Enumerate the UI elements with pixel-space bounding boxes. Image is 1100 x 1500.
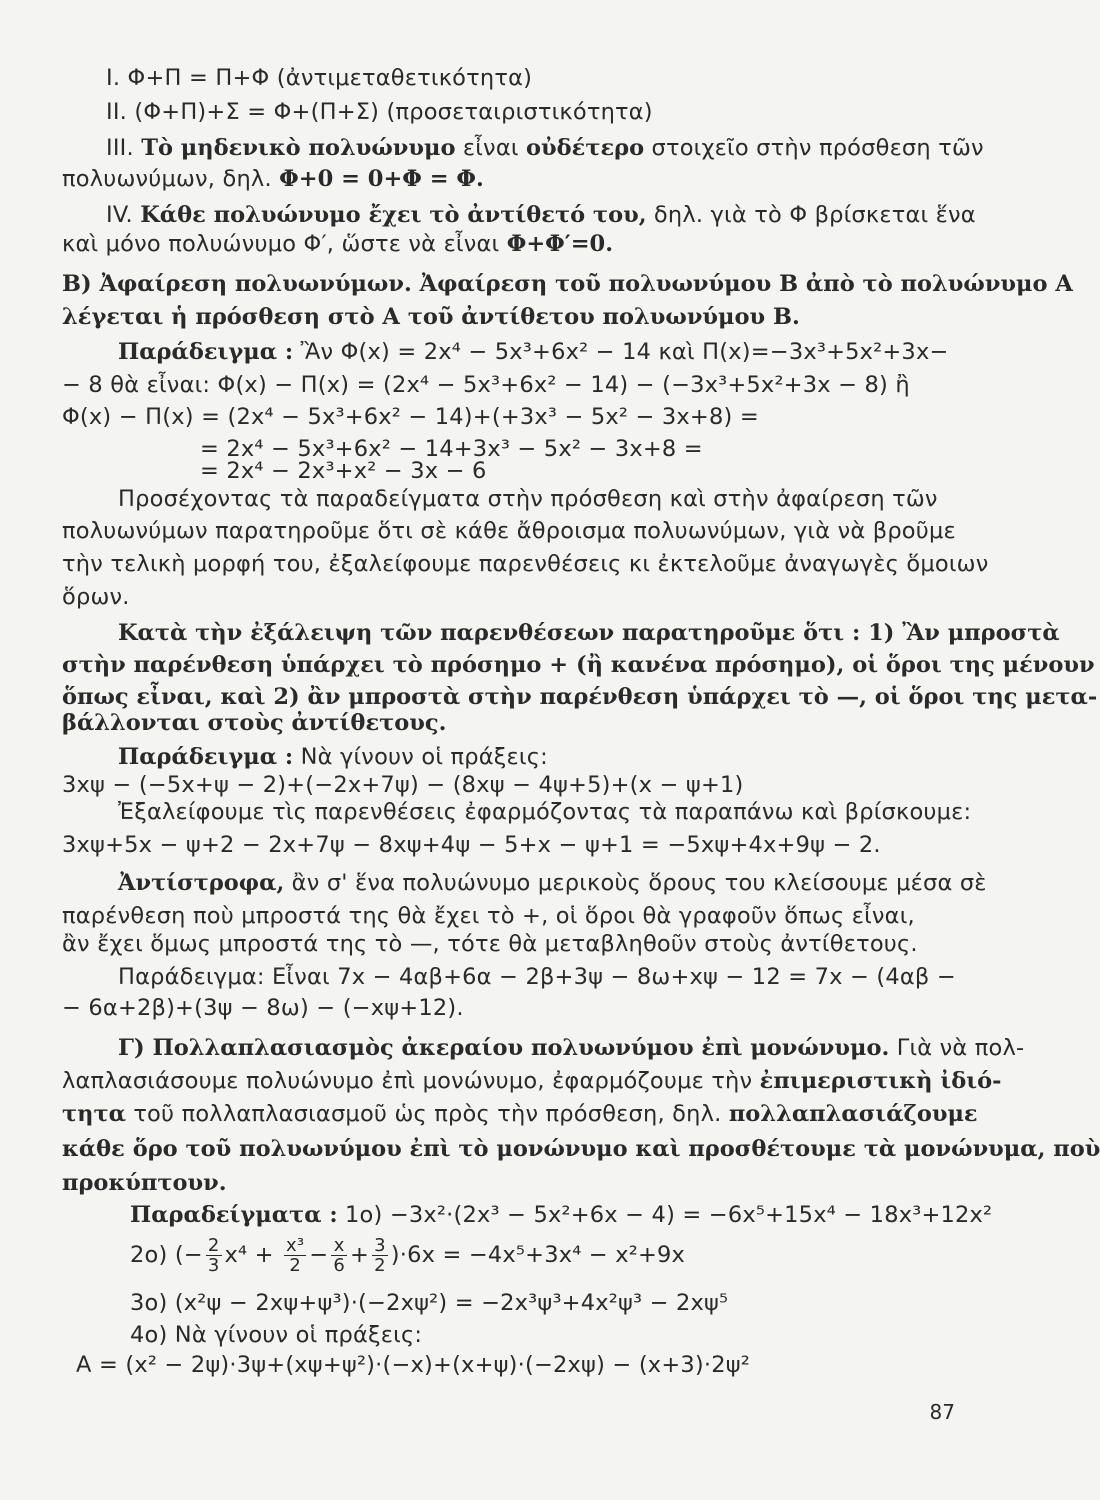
section-c-heading [118, 1033, 1025, 1063]
text: IV. [106, 202, 133, 228]
bold-text: οὐδέτερο [526, 135, 645, 161]
examples-4 [130, 1320, 1030, 1350]
example-parentheses-expression [62, 770, 962, 800]
examples-4-expression [76, 1350, 976, 1380]
denominator: 3 [207, 1255, 220, 1276]
math-text: − 6α+2β)+(3ψ − 8ω) − (−xψ+12). [62, 995, 464, 1021]
bold-text: Τὸ μηδενικὸ πολυώνυμο [141, 135, 456, 161]
text: 4ο) Νὰ γίνουν οἱ πράξεις: [130, 1322, 423, 1348]
math-text: 1ο) −3x²·(2x³ − 5x²+6x − 4) = −6x⁵+15x⁴ − 18x³+12x² [345, 1202, 993, 1228]
section-c-line-2 [62, 1066, 1002, 1096]
example-subtraction-2 [62, 370, 962, 400]
numerator: 2 [207, 1235, 220, 1256]
property-neutral-cont [62, 164, 962, 194]
bold-text: βάλλονται στοὺς ἀντίθετους. [62, 710, 447, 736]
bold-text: πολλαπλασιάζουμε [728, 1101, 978, 1127]
paragraph-observation-2 [62, 516, 962, 546]
bold-text: Φ+0 = 0+Φ = Φ. [279, 166, 484, 192]
text: Προσέχοντας τὰ παραδείγματα στὴν πρόσθεση καὶ στὴν ἀφαίρεση τῶν [118, 486, 938, 512]
bold-text: Φ+Φ′=0. [506, 231, 614, 257]
rule-parentheses-4 [62, 708, 962, 738]
bold-text: τητα [62, 1101, 126, 1127]
paragraph-inverse-example-2 [62, 993, 962, 1023]
example-subtraction-3 [62, 402, 962, 432]
fraction-3-2 [372, 1236, 388, 1275]
examples-2 [130, 1235, 1030, 1275]
paragraph-inverse-2 [62, 901, 962, 931]
math-text: 3xψ − (−5x+ψ − 2)+(−2x+7ψ) − (8xψ − 4ψ+5)+(x − ψ+1) [62, 772, 744, 798]
example-parentheses-result [62, 830, 962, 860]
bold-text: Κατὰ τὴν ἐξάλειψη τῶν παρενθέσεων παρατηροῦμε ὅτι : 1) Ἂν μπροστὰ [118, 620, 1060, 646]
text: Νὰ γίνουν οἱ πράξεις: [300, 744, 548, 770]
text: λαπλασιάσουμε πολυώνυμο ἐπὶ μονώνυμο, ἐφαρμόζουμε τὴν [62, 1068, 753, 1094]
math-text: (− [174, 1242, 203, 1268]
section-b-definition [62, 302, 962, 332]
math-text: = 2x⁴ − 5x³+6x² − 14+3x³ − 5x² − 3x+8 = [200, 436, 703, 462]
numerator: 3 [374, 1235, 386, 1256]
text: II. (Φ+Π)+Σ = Φ+(Π+Σ) (προσεταιριστικότητα) [106, 99, 653, 125]
fraction-x3-2 [284, 1236, 306, 1275]
math-text: + [350, 1242, 370, 1268]
math-text: x⁴ + [224, 1242, 274, 1268]
text: καὶ μόνο πολυώνυμο Φ′, ὥστε νὰ εἶναι [62, 231, 500, 257]
bold-text: στὴν παρένθεση ὑπάρχει τὸ πρόσημο + (ἢ κανένα πρόσημο), οἱ ὅροι της μένουν [62, 652, 1095, 678]
math-text: − 8 θὰ εἶναι: Φ(x) − Π(x) = (2x⁴ − 5x³+6x² − 14) − (−3x³+5x²+3x − 8) ἢ [62, 372, 910, 398]
section-c-line-3 [62, 1099, 978, 1129]
bold-text: κάθε ὅρο τοῦ πολυωνύμου ἐπὶ τὸ μονώνυμο καὶ προσθέτουμε τὰ μονώνυμα, ποὺ [62, 1136, 1100, 1162]
text: ἂν ἔχει ὅμως μπροστά της τὸ —, τότε θὰ μεταβληθοῦν στοὺς ἀντίθετους. [62, 931, 918, 957]
fraction-x-6 [331, 1236, 347, 1275]
bold-text: ὅπως εἶναι, καὶ 2) ἂν μπροστὰ στὴν παρένθεση ὑπάρχει τὸ —, οἱ ὅροι της μετα- [62, 684, 1098, 710]
paragraph-observation-4 [62, 582, 962, 612]
text: ἂν σ' ἕνα πολυώνυμο μερικοὺς ὅρους του κλείσουμε μέσα σὲ [291, 870, 987, 896]
math-text: = 2x⁴ − 2x³+x² − 3x − 6 [200, 458, 487, 484]
text: πολυωνύμων παρατηροῦμε ὅτι σὲ κάθε ἄθροισμα πολυωνύμων, γιὰ νὰ βροῦμε [62, 518, 956, 544]
denominator: 2 [289, 1255, 301, 1276]
fraction-2-3 [206, 1236, 222, 1275]
section-c-line-5 [62, 1168, 962, 1198]
math-text: Α = (x² − 2ψ)·3ψ+(xψ+ψ²)·(−x)+(x+ψ)·(−2xψ) − (x+3)·2ψ² [76, 1352, 751, 1378]
paragraph-observation-1 [118, 484, 1018, 514]
text: πολυωνύμων, δηλ. [62, 166, 272, 192]
text: ὅρων. [62, 584, 130, 610]
text: III. [106, 135, 134, 161]
property-associative [106, 97, 1006, 127]
bold-text: Ἀντίστροφα, [118, 870, 285, 896]
text: Ἐξαλείφουμε τὶς παρενθέσεις ἐφαρμόζοντας τὰ παραπάνω καὶ βρίσκουμε: [118, 799, 972, 825]
bold-text: προκύπτουν. [62, 1170, 227, 1196]
text: δηλ. γιὰ τὸ Φ βρίσκεται ἕνα [653, 202, 976, 228]
bold-text: Παραδείγματα : [130, 1202, 338, 1228]
paragraph-inverse-example-1 [118, 962, 1018, 992]
rule-parentheses-1 [118, 618, 1060, 648]
property-opposite [106, 200, 1006, 230]
property-neutral [106, 133, 1006, 163]
bold-text: Κάθε πολυώνυμο ἔχει τὸ ἀντίθετό του, [140, 202, 647, 228]
numerator: x [331, 1236, 347, 1256]
example-subtraction-5 [200, 456, 1100, 486]
text: 2ο) [130, 1242, 168, 1268]
denominator: 2 [374, 1255, 386, 1276]
text: τὴν τελικὴ μορφή του, ἐξαλείφουμε παρενθέσεις κι ἐκτελοῦμε ἀναγωγὲς ὅμοιων [62, 551, 989, 577]
numerator: x³ [286, 1235, 305, 1256]
property-opposite-cont [62, 229, 962, 259]
math-text: Ἂν Φ(x) = 2x⁴ − 5x³+6x² − 14 καὶ Π(x)=−3x³+5x²+3x− [300, 339, 949, 365]
section-c-line-4 [62, 1134, 1100, 1164]
example-parentheses-text [118, 797, 1018, 827]
text: στοιχεῖο στὴν πρόσθεση τῶν [651, 135, 984, 161]
bold-text: Β) Ἀφαίρεση πολυωνύμων. Ἀφαίρεση τοῦ πολυωνύμου Β ἀπὸ τὸ πολυώνυμο Α [62, 271, 1073, 297]
text: παρένθεση ποὺ μπροστά της θὰ ἔχει τὸ +, οἱ ὅροι θὰ γραφοῦν ὅπως εἶναι, [62, 903, 915, 929]
paragraph-inverse-3 [62, 929, 962, 959]
text: I. Φ+Π = Π+Φ (ἀντιμεταθετικότητα) [106, 65, 533, 91]
math-text: Φ(x) − Π(x) = (2x⁴ − 5x³+6x² − 14)+(+3x³ − 5x² − 3x+8) = [62, 404, 759, 430]
bold-text: ἐπιμεριστικὴ ἰδιό- [759, 1068, 1002, 1094]
bold-text: Παράδειγμα : [118, 744, 294, 770]
page-number: 87 [929, 1400, 955, 1424]
text: Γιὰ νὰ πολ- [896, 1035, 1025, 1061]
math-text: 3xψ+5x − ψ+2 − 2x+7ψ − 8xψ+4ψ − 5+x − ψ+1 = −5xψ+4x+9ψ − 2. [62, 832, 881, 858]
bold-text: Παράδειγμα : [118, 339, 294, 365]
text: εἶναι [462, 135, 519, 161]
section-b-heading [62, 269, 1073, 299]
math-text: − [309, 1242, 329, 1268]
example-subtraction-1 [118, 337, 1018, 367]
text: τοῦ πολλαπλασιασμοῦ ὡς πρὸς τὴν πρόσθεση, δηλ. [133, 1101, 722, 1127]
rule-parentheses-2 [62, 650, 1095, 680]
bold-text: Γ) Πολλαπλασιασμὸς ἀκεραίου πολυωνύμου ἐπὶ μονώνυμο. [118, 1035, 890, 1061]
examples-3 [130, 1288, 1030, 1318]
math-text: Παράδειγμα: Εἶναι 7x − 4αβ+6α − 2β+3ψ − 8ω+xψ − 12 = 7x − (4αβ − [118, 964, 956, 990]
math-text: 3ο) (x²ψ − 2xψ+ψ³)·(−2xψ²) = −2x³ψ³+4x²ψ³ − 2xψ⁵ [130, 1290, 729, 1316]
math-text: )·6x = −4x⁵+3x⁴ − x²+9x [390, 1242, 686, 1268]
denominator: 6 [333, 1255, 346, 1276]
bold-text: λέγεται ἡ πρόσθεση στὸ Α τοῦ ἀντίθετου πολυωνύμου Β. [62, 304, 800, 330]
paragraph-observation-3 [62, 549, 989, 579]
paragraph-inverse-1 [118, 868, 1018, 898]
property-commutative [106, 63, 1006, 93]
example-parentheses-heading [118, 742, 1018, 772]
examples-1 [130, 1200, 1030, 1230]
